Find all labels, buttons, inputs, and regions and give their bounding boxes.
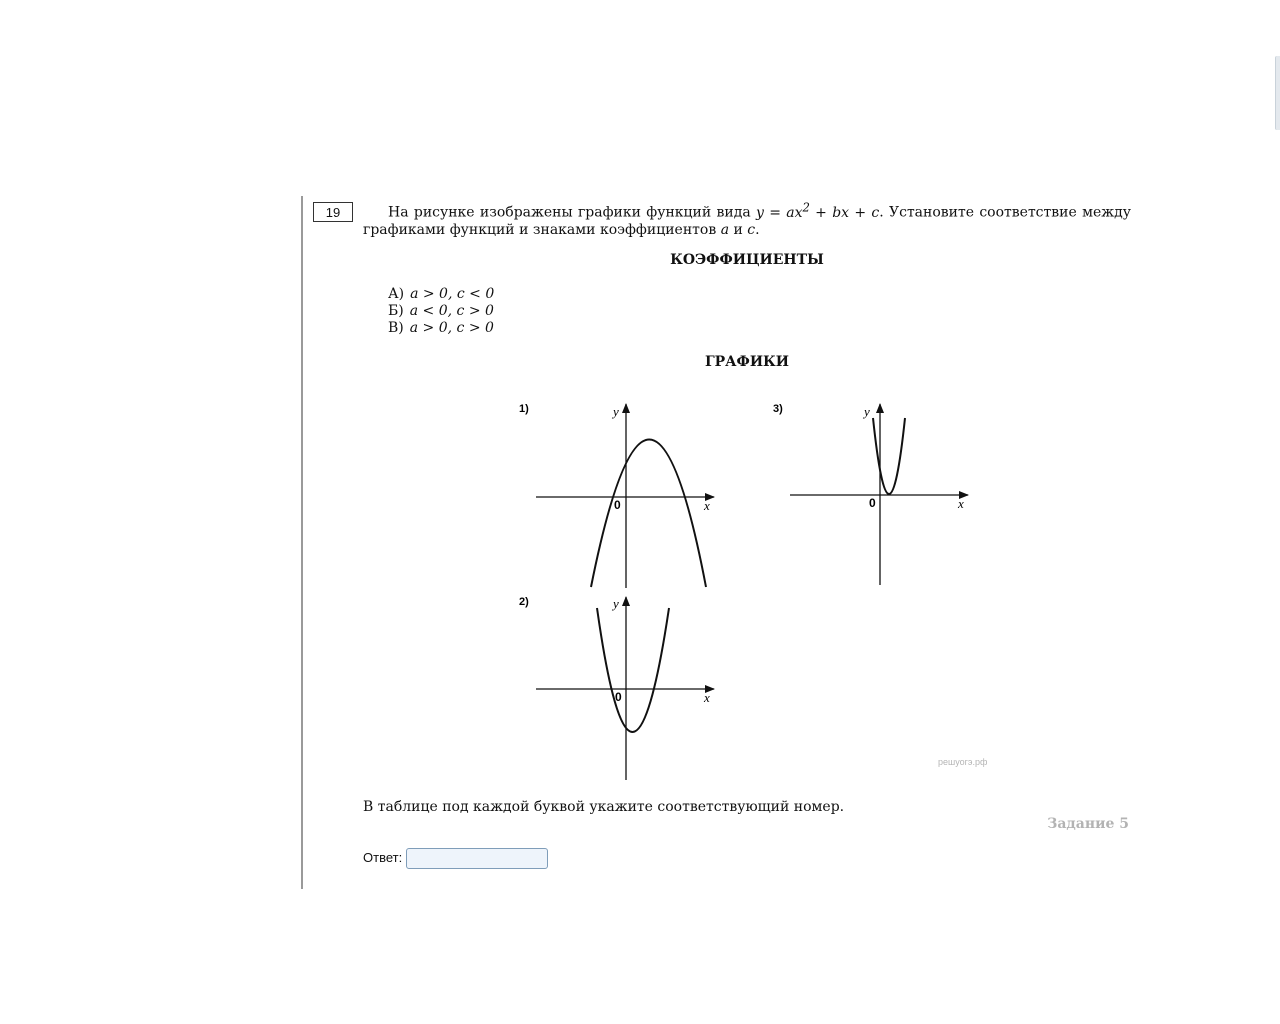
- period: .: [755, 221, 760, 238]
- question-text: [363, 199, 1131, 239]
- x-axis-label: x: [704, 690, 710, 705]
- formula: [755, 200, 880, 221]
- graphs-figure: [512, 392, 992, 784]
- coefficient-condition: a > 0, c > 0: [409, 320, 494, 336]
- task-number: 19: [325, 204, 341, 220]
- coefficient-condition: a > 0, c < 0: [410, 286, 495, 302]
- formula-rhs: + bx + c: [809, 204, 880, 221]
- parabola-curve: [591, 440, 706, 588]
- coefficient-letter: А): [388, 286, 405, 302]
- origin-label: 0: [869, 496, 876, 510]
- question-part2: . Установите соответствие между графиками функций и знаками коэффициентов: [363, 204, 1131, 238]
- formula-exponent: 2: [802, 200, 810, 214]
- coef-a: a: [720, 221, 730, 238]
- task-reference: Задание 5: [1047, 816, 1129, 832]
- coefficient-letter: В): [388, 320, 404, 336]
- scroll-edge-tab: [1275, 56, 1280, 130]
- formula-lhs: y = ax: [755, 204, 803, 221]
- graph-1: [519, 403, 714, 588]
- question-part1: На рисунке изображены графики функций вида: [388, 204, 756, 221]
- x-axis-label: x: [704, 498, 710, 513]
- y-axis-label: y: [864, 404, 870, 419]
- coefficients-list: [388, 286, 494, 337]
- coefficient-condition: a < 0, c > 0: [409, 303, 494, 319]
- y-axis-label: y: [613, 596, 619, 611]
- coefficient-letter: Б): [388, 303, 404, 319]
- y-axis-label: y: [613, 404, 619, 419]
- graphs-svg: [512, 392, 992, 784]
- answer-label: Ответ:: [363, 850, 403, 865]
- coefficients-heading: КОЭФФИЦИЕНТЫ: [670, 252, 824, 268]
- graph-3: [773, 403, 968, 585]
- conjunction: и: [729, 221, 748, 238]
- graph-label: 2): [519, 596, 529, 608]
- coefficient-item: [388, 320, 494, 337]
- graph-label: 3): [773, 403, 783, 415]
- parabola-curve: [597, 608, 669, 732]
- answer-input[interactable]: [406, 848, 548, 869]
- x-axis-label: x: [958, 496, 964, 511]
- instruction-text: В таблице под каждой буквой укажите соответствующий номер.: [363, 799, 845, 815]
- coefficient-item: [388, 286, 494, 303]
- graphs-heading: ГРАФИКИ: [704, 354, 790, 370]
- graph-label: 1): [519, 403, 529, 415]
- origin-label: 0: [614, 498, 621, 512]
- graph-2: [519, 596, 714, 780]
- parabola-curve: [873, 418, 905, 494]
- left-divider: [301, 196, 303, 889]
- watermark: решуогэ.рф: [938, 757, 988, 767]
- coefficient-item: [388, 303, 494, 320]
- coef-c: c: [747, 221, 756, 238]
- origin-label: 0: [615, 690, 622, 704]
- task-number-box: [313, 202, 353, 222]
